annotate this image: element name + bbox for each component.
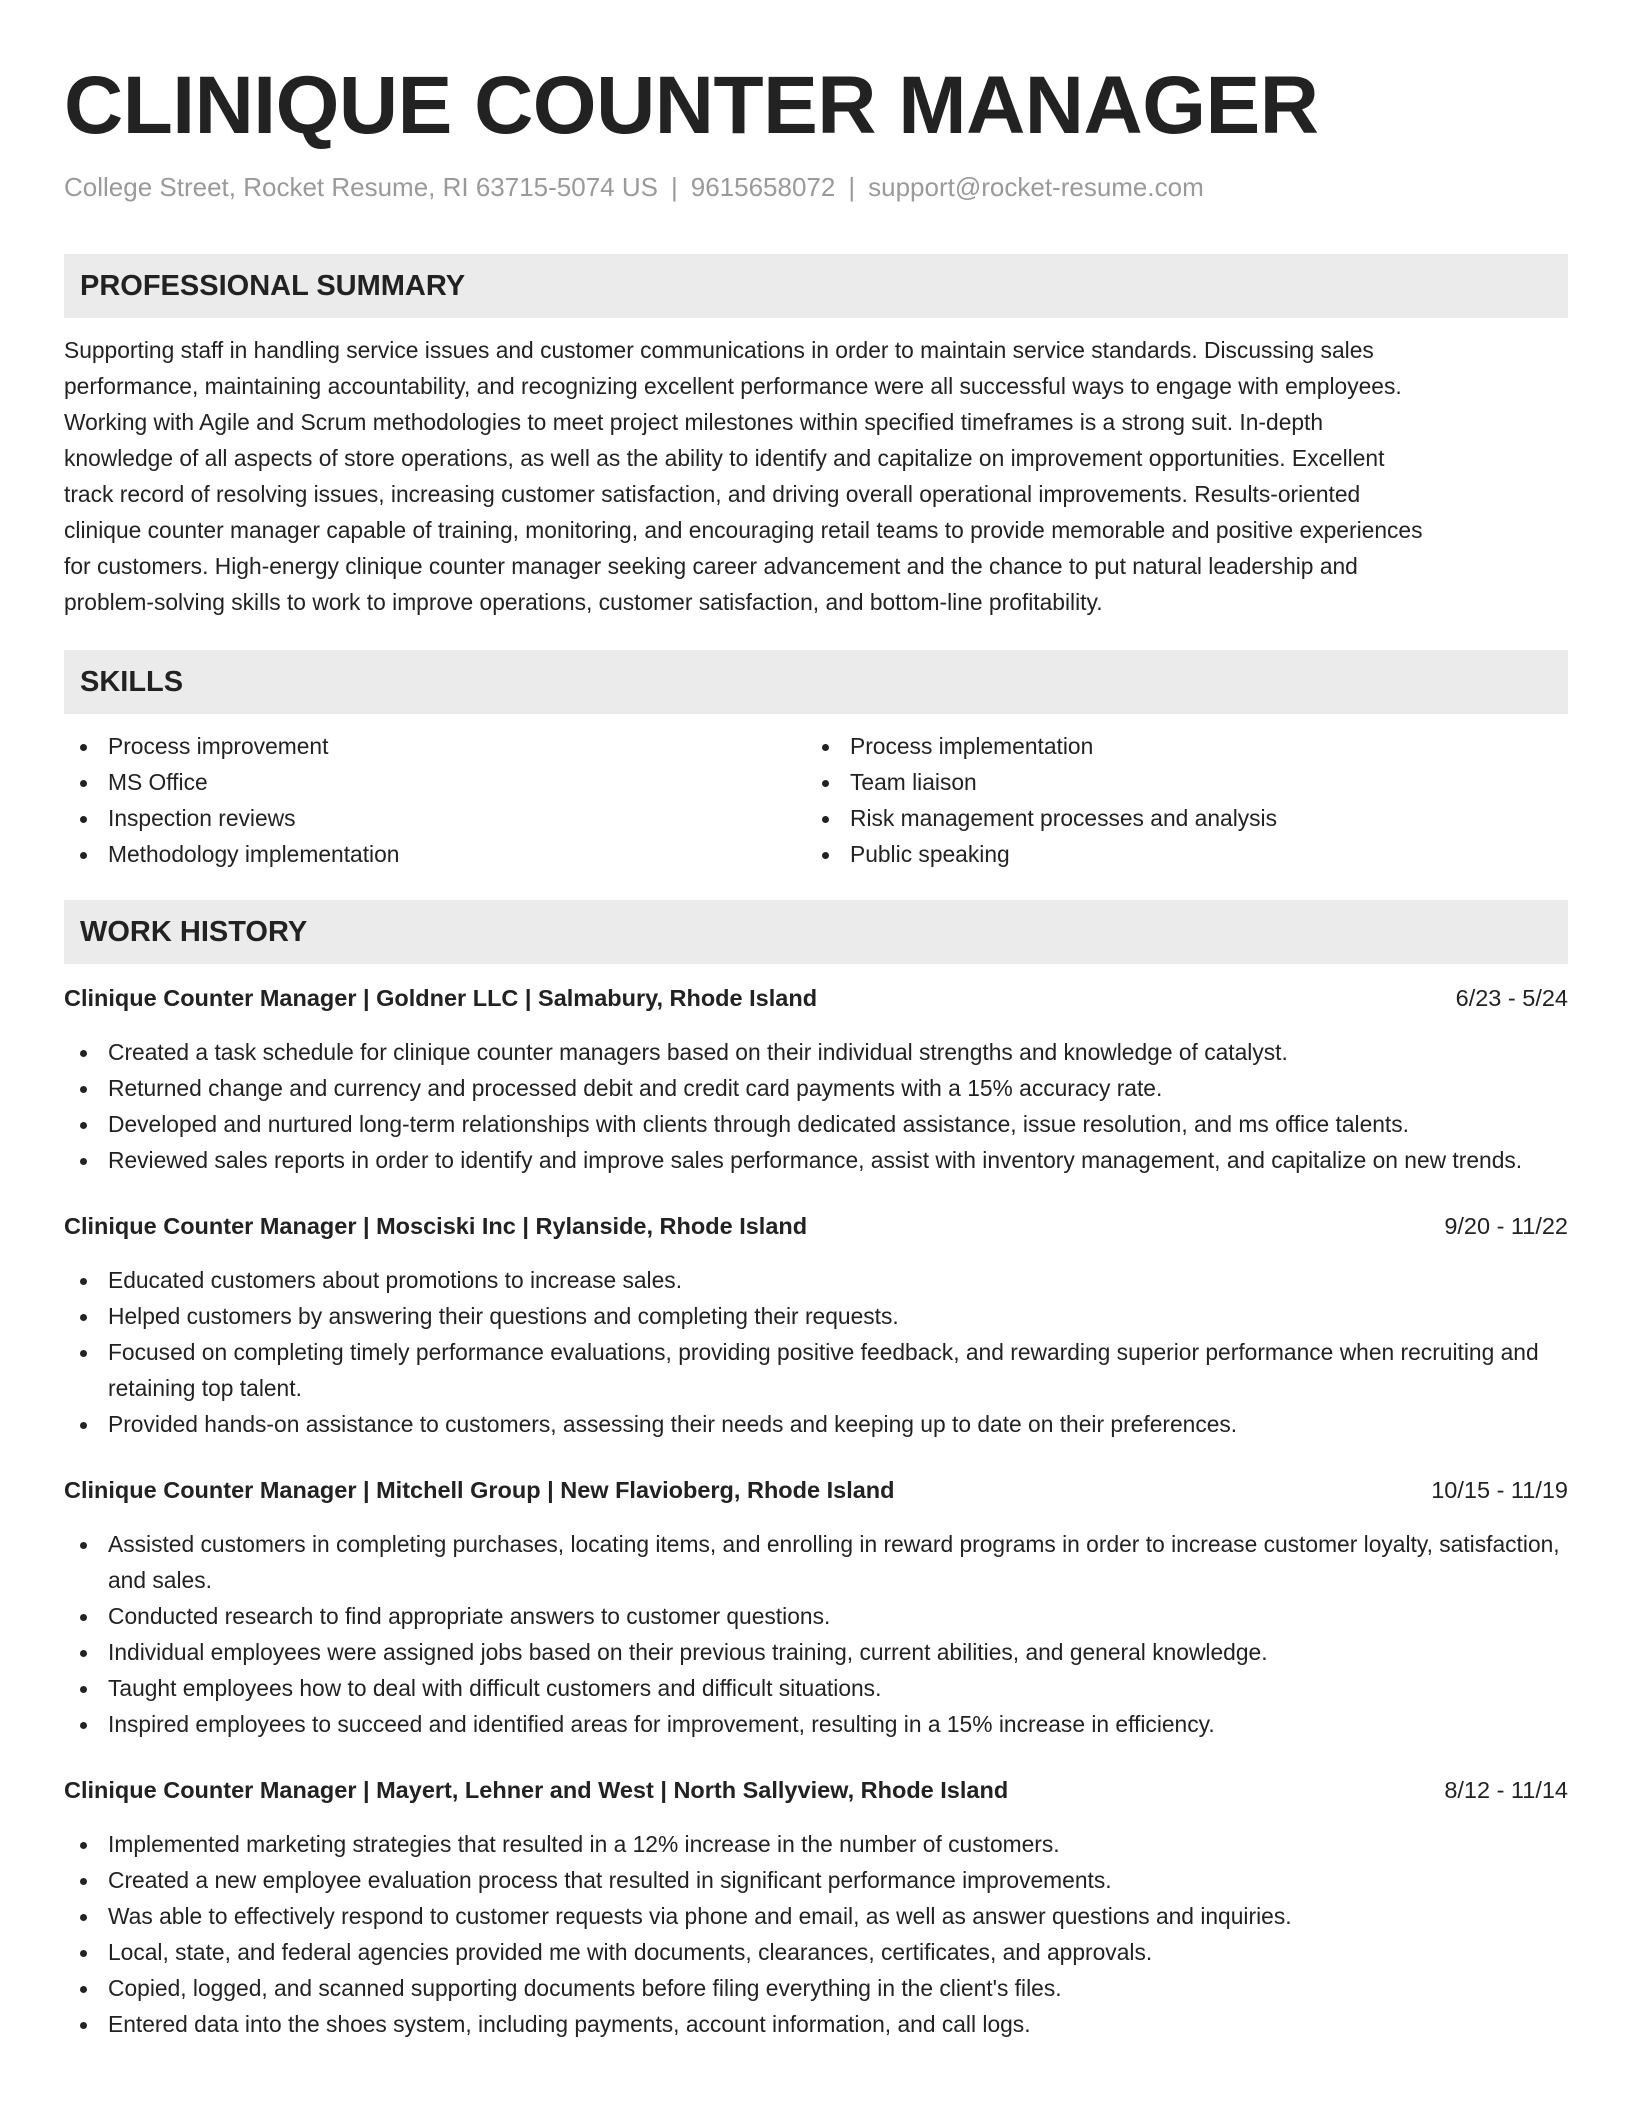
section-heading-summary: PROFESSIONAL SUMMARY xyxy=(64,254,1568,318)
job-entry xyxy=(64,1472,1568,1742)
skill-item: MS Office xyxy=(64,764,806,800)
job-dates: 8/12 - 11/14 xyxy=(1444,1777,1568,1803)
job-bullet: Copied, logged, and scanned supporting documents before filing everything in the client's files. xyxy=(64,1970,1568,2006)
job-bullet: Reviewed sales reports in order to identify and improve sales performance, assist with inventory management, and capitalize on new trends. xyxy=(64,1142,1568,1178)
job-entry xyxy=(64,980,1568,1178)
job-bullet: Returned change and currency and processed debit and credit card payments with a 15% accuracy rate. xyxy=(64,1070,1568,1106)
job-header xyxy=(64,1472,1568,1508)
job-bullet: Created a new employee evaluation process that resulted in significant performance improvements. xyxy=(64,1862,1568,1898)
resume-name: CLINIQUE COUNTER MANAGER xyxy=(64,60,1319,151)
job-bullets xyxy=(64,1526,1568,1742)
job-bullet: Individual employees were assigned jobs based on their previous training, current abilities, and general knowledge. xyxy=(64,1634,1568,1670)
job-bullet: Was able to effectively respond to customer requests via phone and email, as well as answer questions and inquiries. xyxy=(64,1898,1568,1934)
summary-line: performance, maintaining accountability, and recognizing excellent performance were all successful ways to engage with employees. xyxy=(64,373,1402,399)
job-entry xyxy=(64,1772,1568,2042)
job-title: Clinique Counter Manager | Mitchell Group | New Flavioberg, Rhode Island xyxy=(64,1477,895,1503)
job-bullets xyxy=(64,1034,1568,1178)
job-bullet: Local, state, and federal agencies provided me with documents, clearances, certificates, and approvals. xyxy=(64,1934,1568,1970)
job-bullet: Taught employees how to deal with difficult customers and difficult situations. xyxy=(64,1670,1568,1706)
summary-line: knowledge of all aspects of store operations, as well as the ability to identify and capitalize on improvement opportunities. Excellent xyxy=(64,445,1385,471)
section-heading-work-history: WORK HISTORY xyxy=(64,900,1568,964)
skill-item: Methodology implementation xyxy=(64,836,806,872)
summary-line: clinique counter manager capable of training, monitoring, and encouraging retail teams to provide memorable and positive experiences xyxy=(64,517,1423,543)
job-title: Clinique Counter Manager | Goldner LLC | Salmabury, Rhode Island xyxy=(64,985,818,1011)
job-bullet: Inspired employees to succeed and identified areas for improvement, resulting in a 15% increase in efficiency. xyxy=(64,1706,1568,1742)
summary-text xyxy=(64,332,1568,620)
skill-item: Process improvement xyxy=(64,728,806,764)
job-dates: 9/20 - 11/22 xyxy=(1444,1213,1568,1239)
job-dates: 10/15 - 11/19 xyxy=(1431,1477,1568,1503)
contact-email: support@rocket-resume.com xyxy=(868,172,1204,202)
skill-item: Team liaison xyxy=(806,764,1548,800)
summary-line: problem-solving skills to work to improve operations, customer satisfaction, and bottom-line profitability. xyxy=(64,589,1103,615)
job-bullet: Created a task schedule for clinique counter managers based on their individual strengths and knowledge of catalyst. xyxy=(64,1034,1568,1070)
job-bullet: Helped customers by answering their questions and completing their requests. xyxy=(64,1298,1568,1334)
job-header xyxy=(64,1772,1568,1808)
contact-address: College Street, Rocket Resume, RI 63715-5074 US xyxy=(64,172,658,202)
summary-line: for customers. High-energy clinique counter manager seeking career advancement and the chance to put natural leadership and xyxy=(64,553,1358,579)
summary-line: Supporting staff in handling service issues and customer communications in order to maintain service standards. Discussing sales xyxy=(64,337,1374,363)
job-bullet: Conducted research to find appropriate answers to customer questions. xyxy=(64,1598,1568,1634)
job-dates: 6/23 - 5/24 xyxy=(1455,985,1568,1011)
skills-column-left xyxy=(64,728,806,872)
skill-item: Risk management processes and analysis xyxy=(806,800,1548,836)
job-bullet: Educated customers about promotions to increase sales. xyxy=(64,1262,1568,1298)
job-header xyxy=(64,1208,1568,1244)
contact-phone: 9615658072 xyxy=(690,172,836,202)
section-heading-skills: SKILLS xyxy=(64,650,1568,714)
job-title: Clinique Counter Manager | Mosciski Inc | Rylanside, Rhode Island xyxy=(64,1213,808,1239)
job-bullet: Entered data into the shoes system, including payments, account information, and call logs. xyxy=(64,2006,1568,2042)
job-bullet: Assisted customers in completing purchases, locating items, and enrolling in reward programs in order to increase customer loyalty, satisfaction, and sales. xyxy=(64,1526,1568,1598)
job-bullet: Implemented marketing strategies that resulted in a 12% increase in the number of customers. xyxy=(64,1826,1568,1862)
job-bullets xyxy=(64,1826,1568,2042)
contact-separator: | xyxy=(670,172,678,202)
job-bullet: Focused on completing timely performance evaluations, providing positive feedback, and rewarding superior performance when recruiting and retaining top talent. xyxy=(64,1334,1568,1406)
contact-separator: | xyxy=(848,172,856,202)
skill-item: Inspection reviews xyxy=(64,800,806,836)
job-bullet: Developed and nurtured long-term relationships with clients through dedicated assistance, issue resolution, and ms office talents. xyxy=(64,1106,1568,1142)
job-entry xyxy=(64,1208,1568,1442)
job-header xyxy=(64,980,1568,1016)
skill-item: Process implementation xyxy=(806,728,1548,764)
job-title: Clinique Counter Manager | Mayert, Lehner and West | North Sallyview, Rhode Island xyxy=(64,1777,1009,1803)
summary-line: track record of resolving issues, increasing customer satisfaction, and driving overall operational improvements. Results-oriented xyxy=(64,481,1361,507)
job-bullet: Provided hands-on assistance to customers, assessing their needs and keeping up to date on their preferences. xyxy=(64,1406,1568,1442)
skills-column-right xyxy=(806,728,1548,872)
skill-item: Public speaking xyxy=(806,836,1548,872)
job-bullets xyxy=(64,1262,1568,1442)
contact-line xyxy=(64,170,1568,204)
summary-line: Working with Agile and Scrum methodologies to meet project milestones within specified timeframes is a strong suit. In-depth xyxy=(64,409,1324,435)
skills-list xyxy=(64,728,1568,872)
